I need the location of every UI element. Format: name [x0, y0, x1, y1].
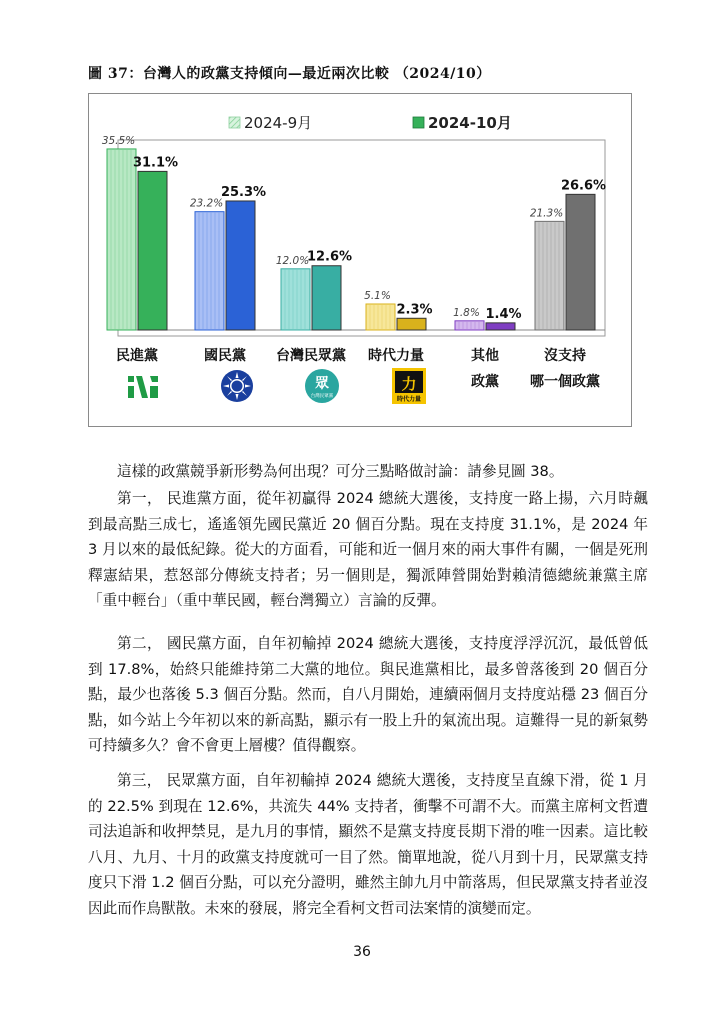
figure-title: 圖 37：台灣人的政黨支持傾向—最近兩次比較 （2024/10）	[88, 66, 491, 82]
chart-frame	[88, 93, 632, 427]
category-label-3-0: 時代力量	[368, 348, 424, 364]
plot-area	[102, 135, 606, 336]
chart-legend	[229, 114, 512, 132]
npp-logo-icon	[392, 368, 426, 404]
paragraph-dpp: 第一， 民進黨方面，從年初贏得 2024 總統大選後，支持度一路上揚，六月時飆到最高點三成七，遙遙領先國民黨近 20 個百分點。現在支持度 31.1%，是 2024 年 3 月以來的最低紀錄。從大的方面看，可能和近一個月來的兩大事件有關，一個是死刑釋憲結果，惹怒部分傳統支持者；另一個則是，獨派陣營開始對賴清德總統兼黨主席「重中輕台」（重中華民國，輕台灣獨立）言論的反彈。	[88, 490, 648, 609]
bar-oct-3	[397, 318, 426, 330]
dpp-logo-icon	[126, 372, 160, 406]
data-label-sep-0: 35.5%	[101, 134, 136, 147]
data-label-sep-1: 23.2%	[189, 197, 224, 210]
page-number: 36	[353, 944, 371, 960]
legend-swatch-oct	[413, 117, 424, 128]
data-label-sep-5: 21.3%	[529, 207, 564, 220]
svg-text:眾: 眾	[315, 376, 329, 392]
data-label-oct-5: 26.6%	[560, 178, 607, 194]
category-label-5-0: 沒支持	[544, 348, 586, 364]
plot-frame	[118, 140, 605, 336]
svg-text:力: 力	[401, 375, 417, 393]
legend-label-sep: 2024-9月	[244, 114, 313, 132]
data-label-oct-2: 12.6%	[306, 249, 353, 265]
data-label-sep-4: 1.8%	[453, 306, 480, 319]
paragraph-tpp: 第三， 民眾黨方面，自年初輸掉 2024 總統大選後，支持度呈直線下滑，從 1 月的 22.5% 到現在 12.6%，共流失 44% 支持者，衝擊不可謂不大。而黨主席柯文哲遭司法追訴和收押禁見，是九月的事情，顯然不是黨支持度長期下滑的唯一因素。這比較八月、九月、十月的政黨支持度就可一目了然。簡單地說，從八月到十月，民眾黨支持度只下滑 1.2 個百分點，可以充分證明，雖然主帥九月中箭落馬，但民眾黨支持者並沒因此而作鳥獸散。未來的發展，將完全看柯文哲司法案情的演變而定。	[88, 772, 648, 917]
data-label-oct-0: 31.1%	[132, 155, 179, 171]
tpp-logo-icon	[304, 368, 340, 404]
legend-label-oct: 2024-10月	[428, 114, 512, 132]
category-label-1-0: 國民黨	[204, 348, 246, 364]
intro-paragraph: 這樣的政黨競爭新形勢為何出現？可分三點略做討論：請參見圖 38。	[117, 463, 564, 480]
paragraph-kmt: 第二， 國民黨方面，自年初輸掉 2024 總統大選後，支持度浮浮沉沉，最低曾低到 17.8%，始終只能維持第二大黨的地位。與民進黨相比，最多曾落後到 20 個百分點，最少也落後 5.3 個百分點。然而，自八月開始，連續兩個月支持度站穩 23 個百分點，如今站上今年初以來的新高點，顯示有一股上升的氣流出現。這難得一見的新氣勢可持續多久？會不會更上層樓？值得觀察。	[88, 635, 648, 754]
category-label-0-0: 民進黨	[116, 348, 158, 364]
category-label-4-1: 政黨	[471, 374, 499, 390]
bar-oct-1	[226, 201, 255, 330]
data-label-oct-1: 25.3%	[220, 184, 267, 200]
legend-swatch-sep	[229, 117, 240, 128]
data-label-oct-3: 2.3%	[396, 302, 433, 318]
bar-chart	[89, 94, 631, 426]
category-label-4-0: 其他	[471, 348, 499, 364]
data-label-oct-4: 1.4%	[485, 306, 522, 322]
data-label-sep-3: 5.1%	[364, 289, 391, 302]
x-axis-labels	[116, 347, 600, 390]
bar-oct-4	[486, 323, 515, 330]
bar-oct-2	[312, 266, 341, 330]
category-label-2-0: 台灣民眾黨	[276, 348, 346, 364]
data-label-sep-2: 12.0%	[275, 254, 310, 267]
bar-oct-5	[566, 194, 595, 330]
kmt-logo-icon	[220, 369, 254, 403]
category-label-5-1: 哪一個政黨	[530, 374, 600, 390]
svg-text:時代力量: 時代力量	[396, 396, 422, 403]
svg-text:台灣民眾黨: 台灣民眾黨	[310, 394, 334, 399]
bar-oct-0	[138, 171, 167, 330]
